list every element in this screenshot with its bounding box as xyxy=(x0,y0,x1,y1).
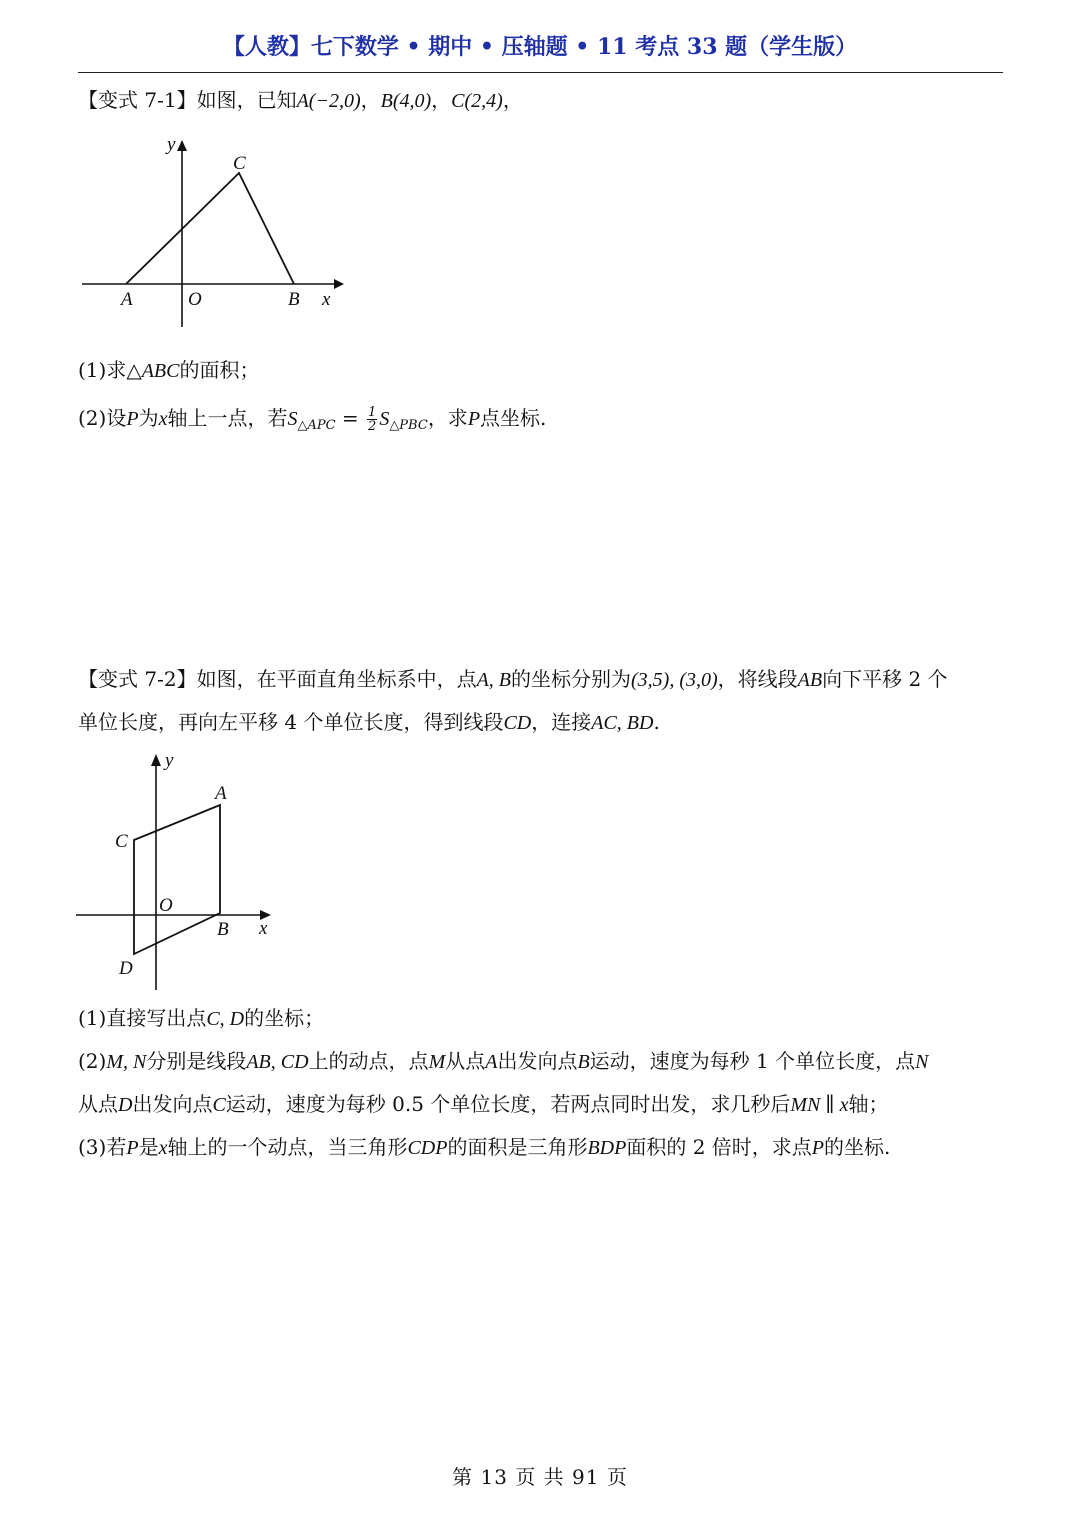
problem1-question2: (2)设P为x轴上一点，若$S_{\triangle APC}$ = $\frac{1}{2}$ $S_{\triangle PBC}$，求P点坐标. xyxy=(78,405,547,434)
problem1-question1: (1)求△ABC的面积； xyxy=(78,358,260,382)
label-o: O xyxy=(188,289,202,310)
y-axis-arrow-icon xyxy=(177,140,187,151)
problem2-statement-line1: 【变式 7-2】如图，在平面直角坐标系中，点A, B的坐标分别为(3,5), (3,0)，将线段AB向下平移 2 个 xyxy=(78,667,948,691)
page-header-title: 【人教】七下数学 • 期中 • 压轴题 • 11 考点 33 题（学生版） xyxy=(222,34,858,60)
problem2-question1: (1)直接写出点C, D的坐标； xyxy=(78,1006,325,1030)
label-x: x xyxy=(259,918,268,939)
point-c-coord: C(2,4) xyxy=(451,90,503,112)
problem2-statement-line2: 单位长度，再向左平移 4 个单位长度，得到线段CD，连接AC, BD. xyxy=(78,710,660,734)
problem2-question2-line1: (2)M, N分别是线段AB, CD上的动点，点M从点A出发向点B运动，速度为每秒 1 个单位长度，点N xyxy=(78,1049,929,1073)
label-y: y xyxy=(165,750,174,771)
label-x: x xyxy=(322,289,331,310)
problem1-figure xyxy=(78,135,348,339)
label-a: A xyxy=(121,289,133,310)
label-o: O xyxy=(159,895,173,916)
problem1-tag: 【变式 7-1】 xyxy=(78,88,197,112)
fraction-one-half: $\frac{1}{2}$ xyxy=(368,405,377,434)
label-b: B xyxy=(288,289,300,310)
label-c: C xyxy=(115,831,128,852)
page-number: 第 13 页 共 91 页 xyxy=(452,1465,628,1489)
triangle-abc xyxy=(126,173,294,284)
label-a: A xyxy=(215,783,227,804)
problem1-statement: 【变式 7-1】如图，已知A(−2,0)，B(4,0)，C(2,4)， xyxy=(78,88,523,112)
problem2-question3: (3)若P是x轴上的一个动点，当三角形CDP的面积是三角形BDP面积的 2 倍时，求点P的坐标. xyxy=(78,1135,891,1159)
point-b-coord: B(4,0) xyxy=(380,90,432,112)
problem2-tag: 【变式 7-2】 xyxy=(78,667,197,691)
problem2-figure xyxy=(74,748,284,997)
label-y: y xyxy=(167,135,176,155)
label-c: C xyxy=(233,153,246,174)
header-divider xyxy=(78,72,1003,73)
problem2-question2-line2: 从点D出发向点C运动，速度为每秒 0.5 个单位长度，若两点同时出发，求几秒后MN ∥ x轴； xyxy=(78,1092,889,1116)
label-b: B xyxy=(217,919,229,940)
x-axis-arrow-icon xyxy=(334,279,344,289)
y-axis-arrow-icon xyxy=(151,754,161,766)
label-d: D xyxy=(119,958,133,979)
point-a-coord: A(−2,0) xyxy=(296,90,361,112)
parallelogram-abdc xyxy=(134,805,220,954)
